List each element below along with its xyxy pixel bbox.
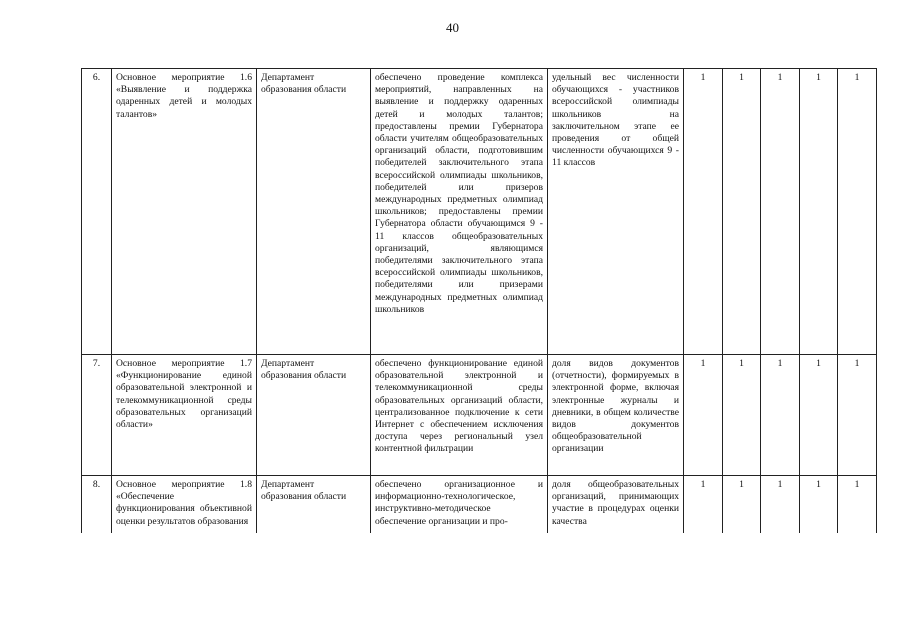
page-number: 40 [446,20,459,35]
year-value: 1 [761,476,800,534]
year-value: 1 [838,69,877,355]
event-name: Основное мероприятие 1.7 «Функционирование единой образовательной электронной и телекоммуникационной среды образовательных организаций области» [112,355,257,476]
executor: Департамент образования области [257,355,371,476]
expected-result: обеспечено проведение комплекса мероприятий, направленных на выявление и поддержку одаренных детей и молодых талантов; предоставлены премии Губернатора области учителям общеобразовательных организаций области, подготовившим победителей заключительного этапа всероссийской олимпиады школьников, победителей или призеров международных предметных олимпиад школьников; предоставлены премии Губернатора области обучающимся 9 - 11 классов общеобразовательных организаций, являющимся победителями заключительного этапа всероссийской олимпиады школьников, победителями или призерами международных предметных олимпиад школьников [371,69,548,355]
table-row [82,69,877,355]
expected-result: обеспечено организационное и информационно-технологическое, инструктивно-методическое обеспечение организации и про- [371,476,548,534]
executor: Департамент образования области [257,476,371,534]
year-value: 1 [684,476,723,534]
row-number: 8. [82,476,112,534]
year-value: 1 [761,355,800,476]
indicator: удельный вес численности обучающихся - участников всероссийской олимпиады школьников на заключительном этапе ее проведения от общей численности обучающихся 9 - 11 классов [548,69,684,355]
event-name: Основное мероприятие 1.6 «Выявление и поддержка одаренных детей и молодых талантов» [112,69,257,355]
table-row [82,476,877,534]
year-value: 1 [684,355,723,476]
program-events-table [81,68,877,533]
year-value: 1 [684,69,723,355]
indicator: доля видов документов (отчетности), формируемых в электронной форме, включая электронные журналы и дневники, в общем количестве видов документов общеобразовательной организации [548,355,684,476]
expected-result: обеспечено функционирование единой образовательной электронной и телекоммуникационной среды образовательных организаций области, централизованное подключение к сети Интернет с обеспечением исключения доступа через региональный узел контентной фильтрации [371,355,548,476]
year-value: 1 [761,69,800,355]
executor: Департамент образования области [257,69,371,355]
year-value: 1 [723,355,761,476]
year-value: 1 [800,476,838,534]
indicator: доля общеобразовательных организаций, принимающих участие в процедурах оценки качества [548,476,684,534]
row-number: 7. [82,355,112,476]
year-value: 1 [838,476,877,534]
year-value: 1 [723,476,761,534]
year-value: 1 [723,69,761,355]
year-value: 1 [800,69,838,355]
year-value: 1 [838,355,877,476]
event-name: Основное мероприятие 1.8 «Обеспечение функционирования объективной оценки результатов образования [112,476,257,534]
year-value: 1 [800,355,838,476]
table-row [82,355,877,476]
row-number: 6. [82,69,112,355]
